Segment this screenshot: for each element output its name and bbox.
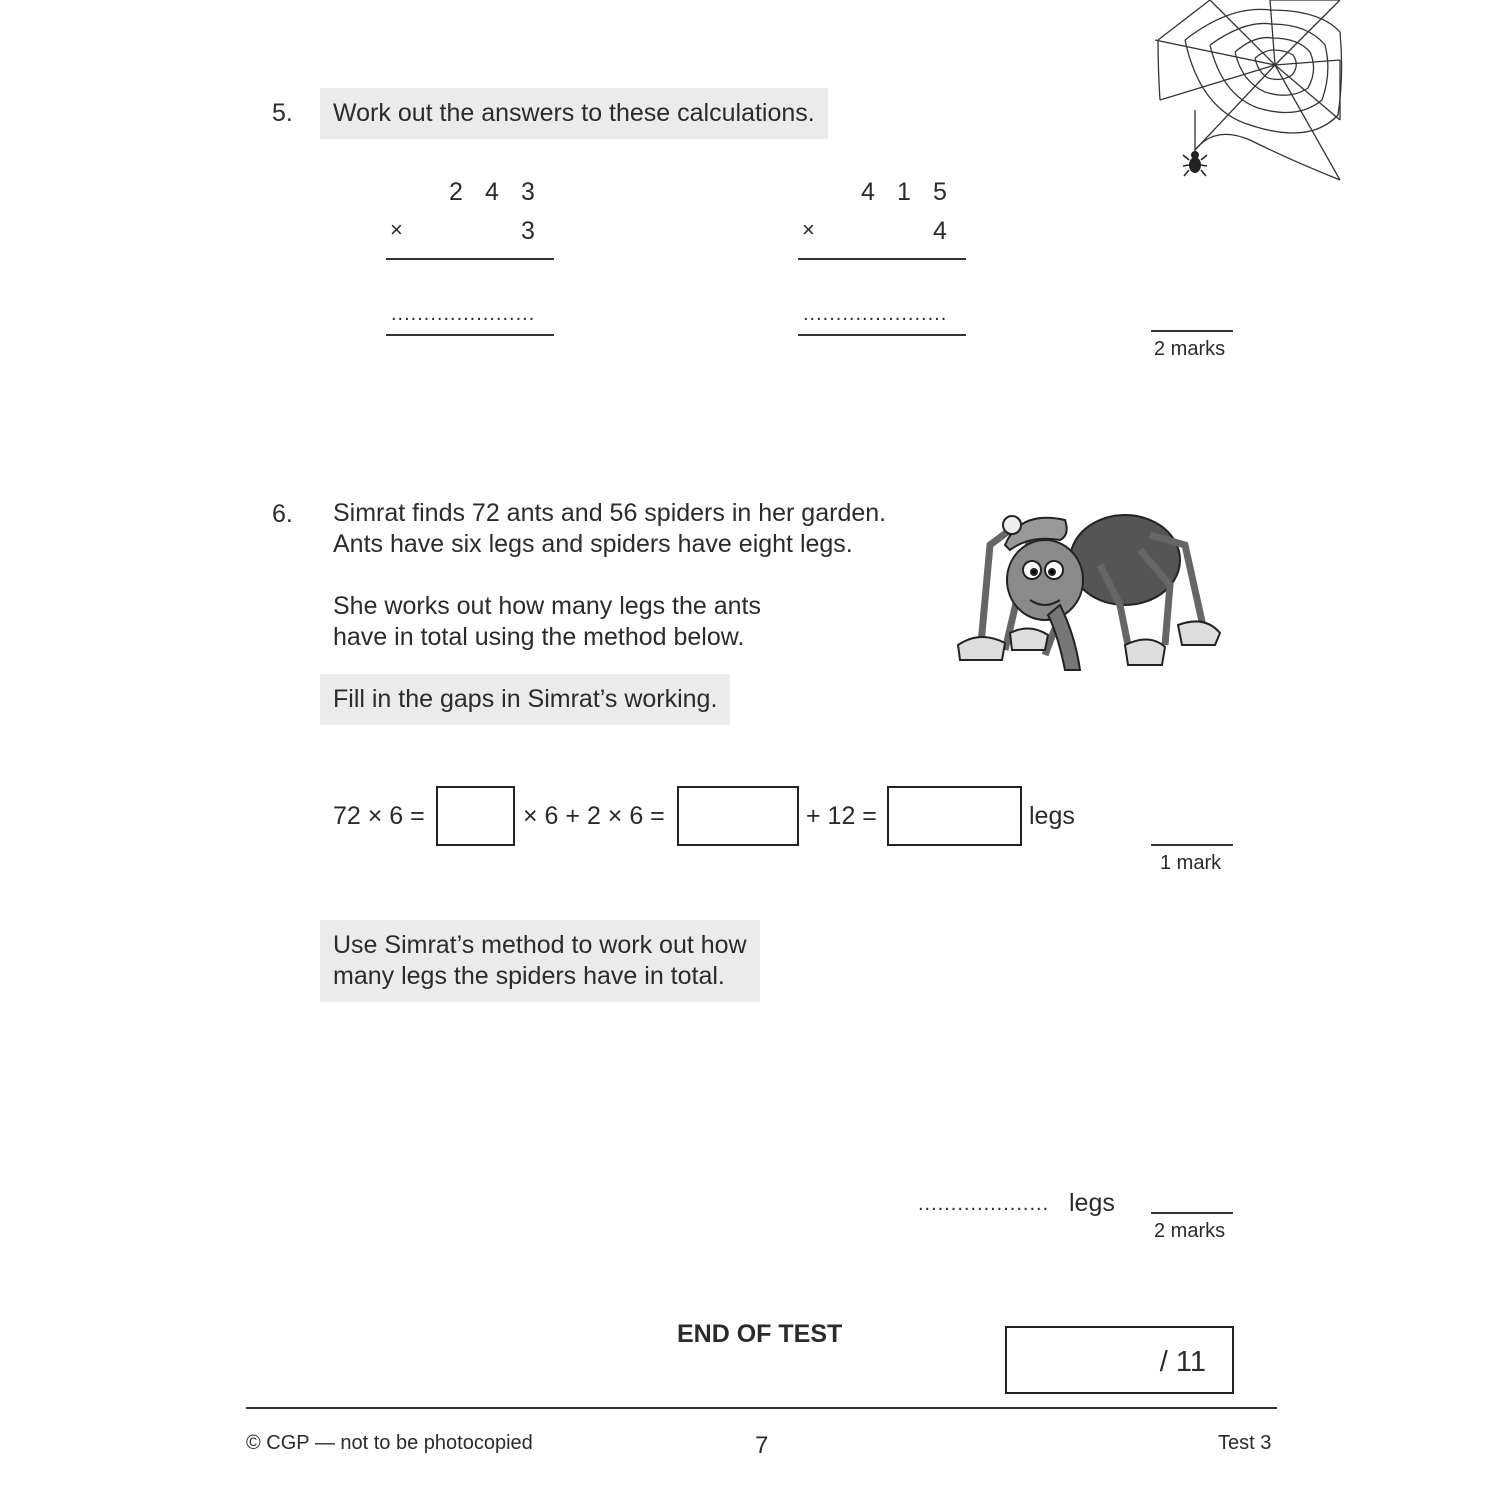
calc2-top-digit: 1	[897, 178, 911, 206]
eq-part-4: legs	[1029, 802, 1075, 830]
calc1-operator: ×	[390, 217, 403, 242]
calc1-answer-field[interactable]: ......................	[391, 303, 536, 325]
spider-cartoon-illustration	[950, 505, 1225, 677]
footer-test-label: Test 3	[1218, 1432, 1272, 1454]
footer-rule	[246, 1407, 1277, 1409]
question-5-number: 5.	[272, 99, 293, 127]
q6a-marks-line	[1151, 844, 1233, 846]
calc1-top-digit: 3	[521, 178, 535, 206]
eq-part-3: + 12 =	[806, 802, 877, 830]
question-5-instruction: Work out the answers to these calculations.	[320, 88, 828, 139]
calc2-answer-rule	[798, 334, 966, 336]
q6-text-line: Simrat finds 72 ants and 56 spiders in her garden.	[333, 499, 887, 527]
answer-box-1[interactable]	[436, 786, 515, 846]
calc2-operator: ×	[802, 217, 815, 242]
calc2-top-digit: 4	[861, 178, 875, 206]
q6-text-line: have in total using the method below.	[333, 623, 745, 651]
q6b-answer-unit: legs	[1069, 1189, 1115, 1217]
calc1-rule	[386, 258, 554, 260]
q6-text-line: Ants have six legs and spiders have eight legs.	[333, 530, 853, 558]
calc1-answer-rule	[386, 334, 554, 336]
calc2-top-digit: 5	[933, 178, 947, 206]
calc1-top-digit: 4	[485, 178, 499, 206]
eq-part-2: × 6 + 2 × 6 =	[523, 802, 665, 830]
eq-part-1: 72 × 6 =	[333, 802, 425, 830]
spider-web-illustration	[1150, 0, 1345, 190]
answer-box-3[interactable]	[887, 786, 1022, 846]
q6-instruction-fill-gaps: Fill in the gaps in Simrat’s working.	[320, 674, 730, 725]
footer-copyright: © CGP — not to be photocopied	[246, 1432, 533, 1454]
q5-marks-line	[1151, 330, 1233, 332]
q6-instruction-spiders	[320, 920, 760, 1002]
q6-instruction-line: Use Simrat’s method to work out how	[333, 931, 747, 959]
total-score-text: / 11	[1159, 1346, 1206, 1378]
calc1-bottom-digit: 3	[521, 217, 535, 245]
q5-marks-label: 2 marks	[1154, 338, 1226, 360]
q6-instruction-line: many legs the spiders have in total.	[333, 962, 725, 990]
calc2-rule	[798, 258, 966, 260]
calc2-bottom-digit: 4	[933, 217, 947, 245]
end-of-test-label: END OF TEST	[677, 1320, 843, 1348]
q6b-marks-label: 2 marks	[1154, 1220, 1226, 1242]
q6a-marks-label: 1 mark	[1160, 852, 1222, 874]
question-6-number: 6.	[272, 500, 293, 528]
answer-box-2[interactable]	[677, 786, 799, 846]
total-score-box[interactable]	[1005, 1326, 1234, 1394]
q6b-marks-line	[1151, 1212, 1233, 1214]
footer-page-number: 7	[755, 1432, 769, 1459]
calc2-answer-field[interactable]: ......................	[803, 303, 948, 325]
q6-text-line: She works out how many legs the ants	[333, 592, 762, 620]
calc1-top-digit: 2	[449, 178, 463, 206]
q6b-answer-field[interactable]: ....................	[918, 1193, 1050, 1215]
